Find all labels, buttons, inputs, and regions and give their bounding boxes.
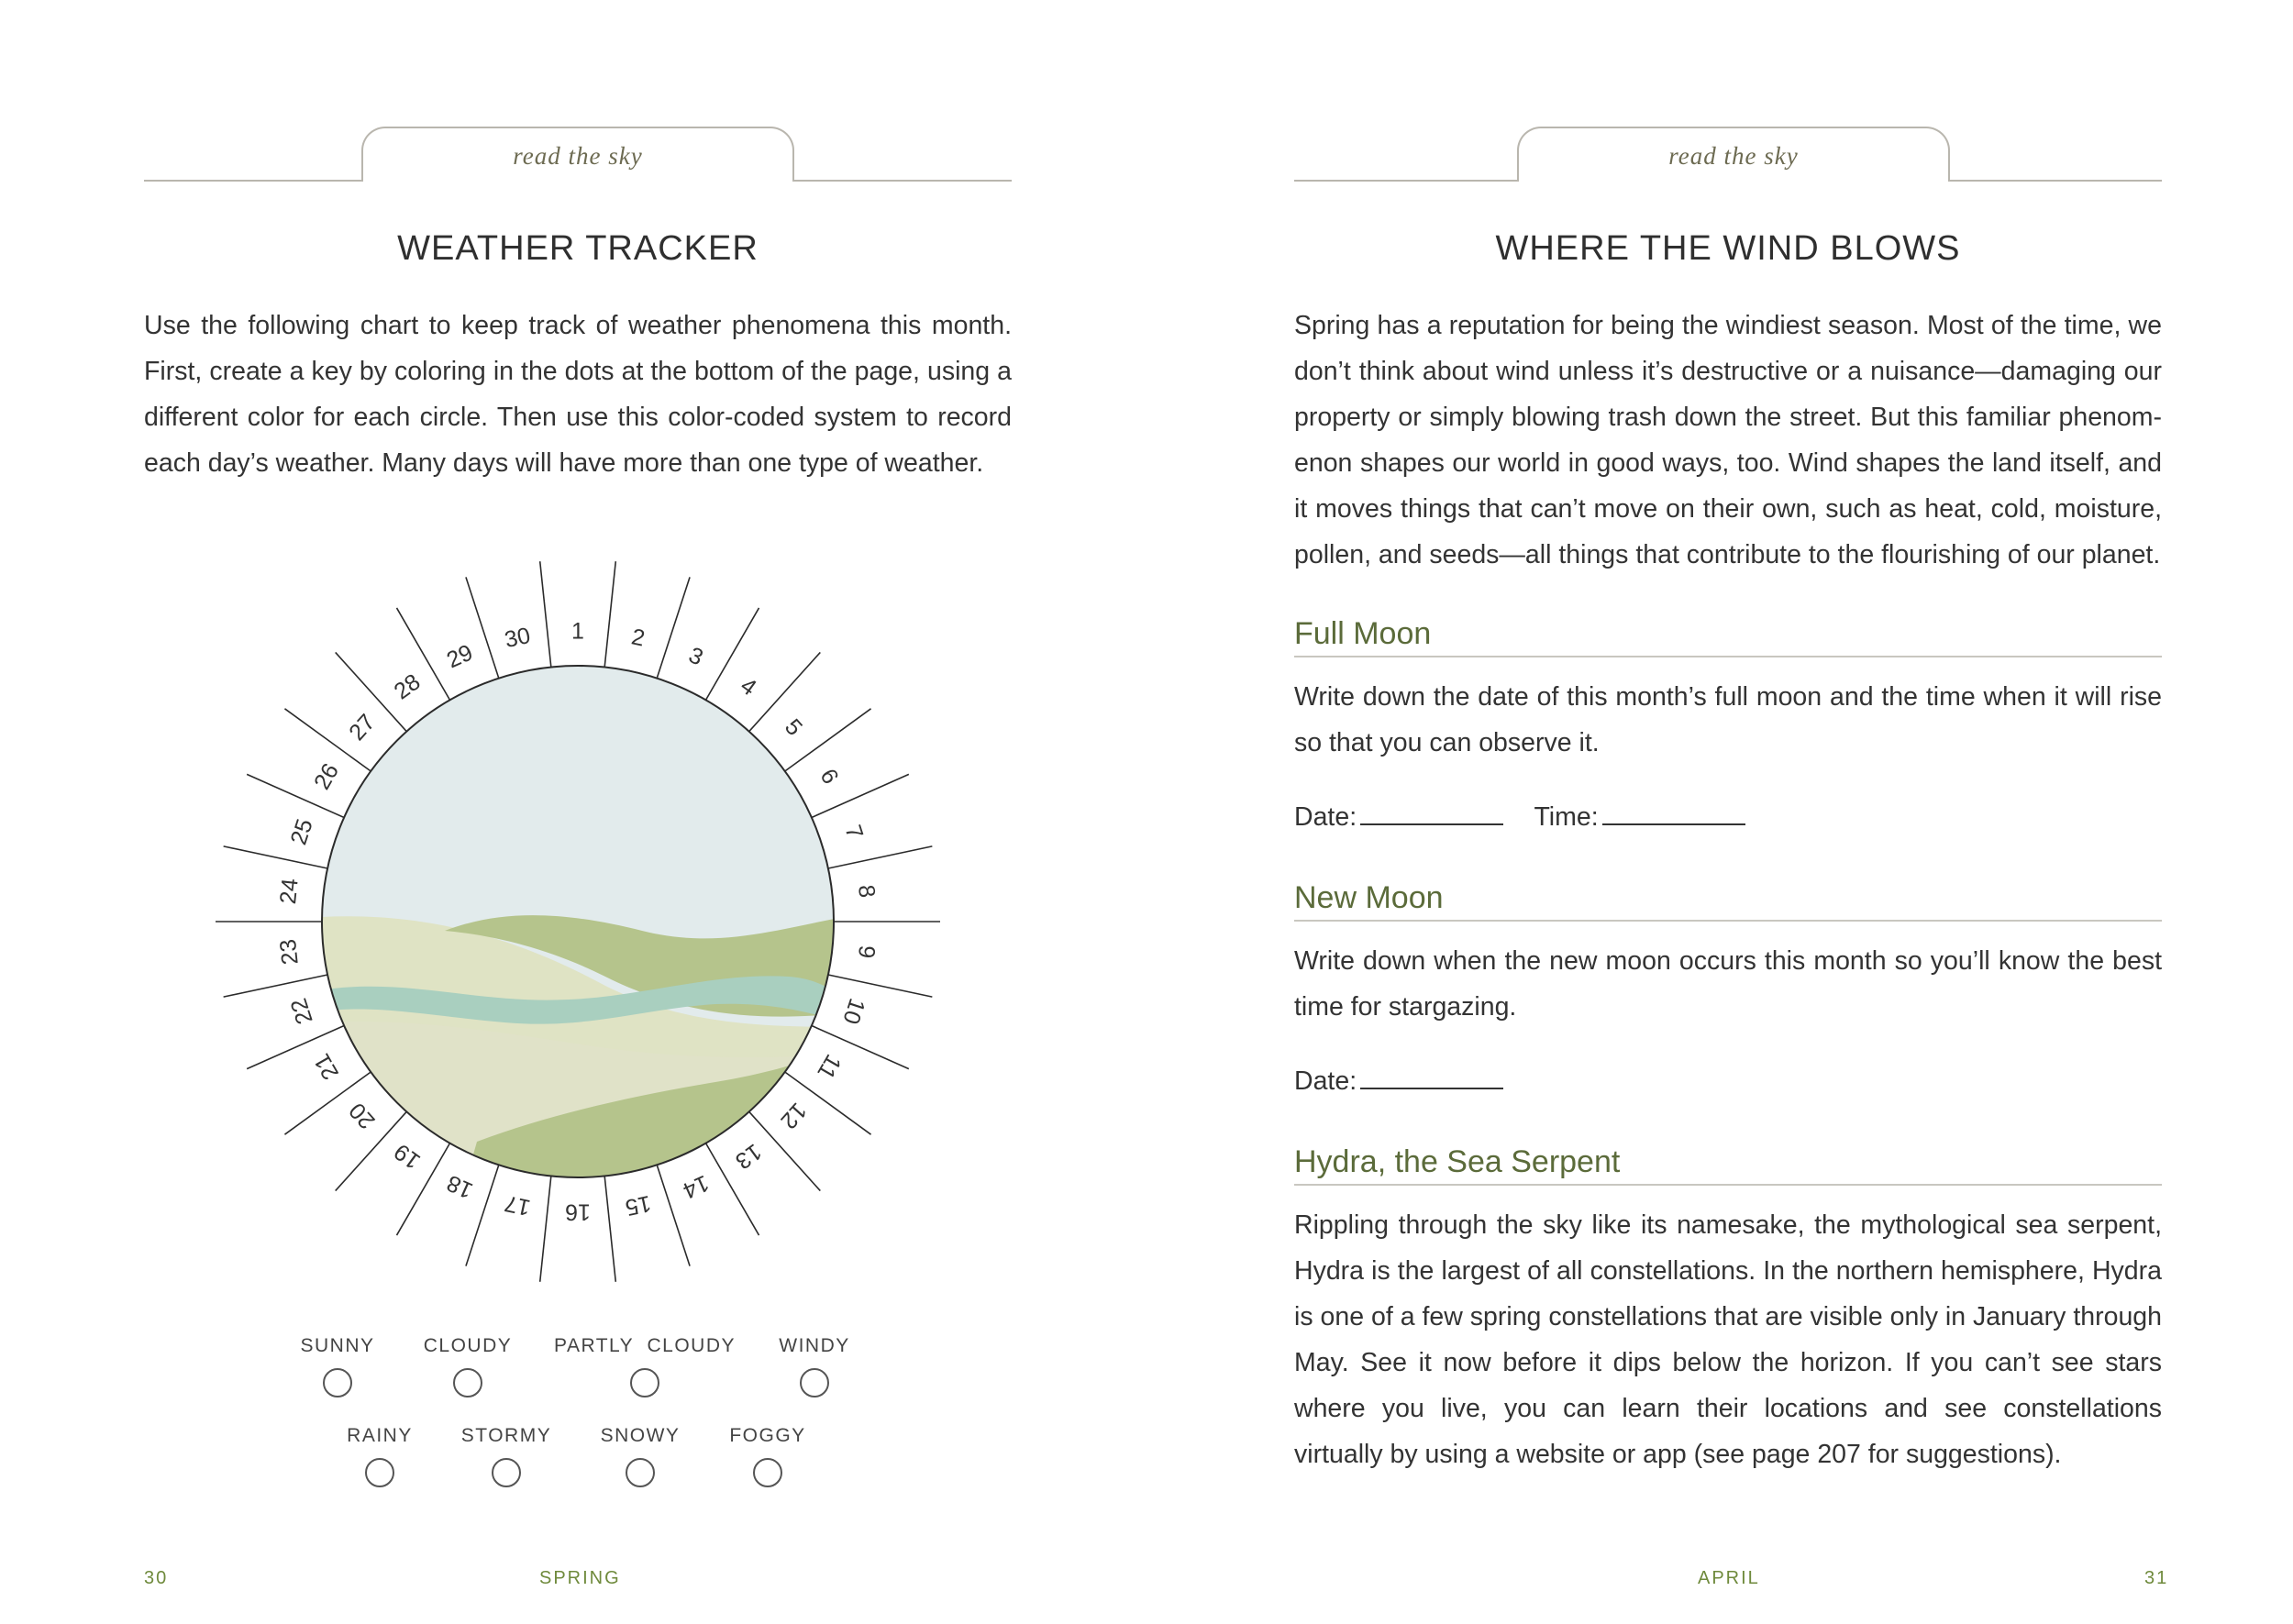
- dial-spoke: [604, 1176, 615, 1281]
- dial-day-label[interactable]: 18: [442, 1169, 477, 1204]
- dial-day-label[interactable]: 13: [730, 1138, 767, 1175]
- dial-spoke: [224, 975, 327, 997]
- page-title: WHERE THE WIND BLOWS: [1495, 229, 1961, 268]
- full-moon-time-label: Time:: [1534, 802, 1599, 832]
- page-number: 31: [2144, 1568, 2169, 1588]
- dial-spoke: [540, 561, 551, 667]
- new-moon-date-field[interactable]: [1360, 1064, 1503, 1089]
- dial-day-label[interactable]: 1: [571, 618, 584, 645]
- dial-day-label[interactable]: 22: [285, 995, 318, 1028]
- dial-day-label[interactable]: 14: [679, 1169, 714, 1204]
- section-label: APRIL: [1698, 1568, 1760, 1588]
- full-moon-fields: [1294, 800, 1745, 833]
- dial-day-label[interactable]: 17: [502, 1189, 533, 1221]
- left-page: [0, 0, 1146, 1624]
- key-dot-stormy[interactable]: [492, 1458, 521, 1487]
- weather-dial: [202, 546, 954, 1298]
- key-label-stormy: STORMY: [460, 1425, 552, 1446]
- dial-spoke: [749, 652, 821, 731]
- dial-spoke: [224, 846, 327, 868]
- header-tab: read the sky: [361, 127, 794, 182]
- intro-paragraph: Spring has a reputation for being the windiest season. Most of the time, we don’t think about wind unless it’s destructive or a nuisance—damaging our property or simply blowing trash down the street. But this familiar phenom-enon shapes our world in good ways, too. Wind shapes the land itself, and it moves things that can’t move on their own, such as heat, cold, moisture, pollen, and seeds—all things that contribute to the flourishing of our planet.: [1294, 311, 2162, 569]
- dial-day-label[interactable]: 29: [442, 639, 477, 674]
- full-moon-text: Write down the date of this month’s full moon and the time when it will rise so that you can observe it.: [1294, 682, 2162, 757]
- dial-day-label[interactable]: 24: [274, 877, 304, 906]
- key-dot-partly-cloudy[interactable]: [630, 1368, 659, 1398]
- dial-spoke: [540, 1176, 551, 1281]
- key-label-cloudy: CLOUDY: [423, 1335, 513, 1356]
- dial-day-label[interactable]: 25: [285, 815, 318, 848]
- new-moon-fields: [1294, 1064, 1503, 1097]
- header-tab: read the sky: [1517, 127, 1950, 182]
- hydra-heading: Hydra, the Sea Serpent: [1294, 1144, 2162, 1186]
- dial-day-label[interactable]: 7: [839, 822, 869, 843]
- page-number: 30: [144, 1568, 169, 1588]
- dial-day-label[interactable]: 12: [775, 1098, 812, 1134]
- key-label-snowy: SNOWY: [600, 1425, 681, 1446]
- hydra-text: Rippling through the sky like its namesake, the mythological sea serpent, Hydra is the largest of all constellations. In the northern hemisphere, Hydra is one of a few spring constellations that are visible only in January through May. See it now before it dips below the horizon. If you can’t see stars where you live, you can learn their locations and see constellations virtually by using a website or app (see page 207 for suggestions).: [1294, 1210, 2162, 1469]
- new-moon-heading: New Moon: [1294, 880, 2162, 922]
- dial-day-label[interactable]: 20: [344, 1098, 381, 1134]
- key-dot-windy[interactable]: [800, 1368, 829, 1398]
- key-dot-sunny[interactable]: [323, 1368, 352, 1398]
- dial-day-label[interactable]: 27: [344, 709, 381, 746]
- section-label: SPRING: [539, 1568, 621, 1588]
- dial-day-label[interactable]: 16: [565, 1199, 591, 1225]
- full-moon-time-field[interactable]: [1602, 800, 1745, 825]
- dial-day-label[interactable]: 10: [837, 995, 870, 1028]
- dial-spoke: [657, 577, 690, 678]
- dial-day-label[interactable]: 30: [502, 622, 533, 654]
- dial-day-label[interactable]: 3: [684, 642, 707, 671]
- key-dot-foggy[interactable]: [753, 1458, 782, 1487]
- key-dot-rainy[interactable]: [365, 1458, 394, 1487]
- dial-spoke: [604, 561, 615, 667]
- key-label-partly-cloudy: PARTLY CLOUDY: [553, 1335, 737, 1356]
- page-title: WEATHER TRACKER: [397, 229, 759, 268]
- key-label-rainy: RAINY: [347, 1425, 413, 1446]
- dial-day-label[interactable]: 15: [623, 1189, 654, 1221]
- dial-day-label[interactable]: 8: [853, 883, 881, 900]
- full-moon-date-field[interactable]: [1360, 800, 1503, 825]
- dial-day-label[interactable]: 6: [814, 764, 844, 789]
- dial-day-label[interactable]: 23: [274, 937, 304, 967]
- new-moon-date-label: Date:: [1294, 1066, 1357, 1096]
- key-dot-snowy[interactable]: [626, 1458, 655, 1487]
- new-moon-text: Write down when the new moon occurs this month so you’ll know the best time for stargazing.: [1294, 946, 2162, 1022]
- key-dot-cloudy[interactable]: [453, 1368, 482, 1398]
- key-label-foggy: FOGGY: [729, 1425, 806, 1446]
- dial-day-label[interactable]: 21: [308, 1049, 345, 1085]
- dial-day-label[interactable]: 28: [389, 668, 426, 705]
- dial-day-label[interactable]: 4: [736, 672, 761, 702]
- dial-day-label[interactable]: 11: [812, 1049, 847, 1084]
- right-page: [1146, 0, 2293, 1624]
- key-label-sunny: SUNNY: [300, 1335, 375, 1356]
- dial-spoke: [828, 846, 932, 868]
- dial-day-label[interactable]: 9: [853, 944, 881, 960]
- dial-spoke: [828, 975, 932, 997]
- dial-day-label[interactable]: 5: [780, 713, 808, 741]
- intro-paragraph: Use the following chart to keep track of weather phenomena this month. First, create a key by coloring in the dots at the bottom of the page, using a different color for each circle. Then use this color-coded system to record each day’s weather. Many days will have more than one type of weather.: [144, 311, 1012, 478]
- full-moon-heading: Full Moon: [1294, 616, 2162, 657]
- dial-day-label[interactable]: 26: [308, 758, 345, 794]
- dial-day-label[interactable]: 19: [389, 1138, 426, 1175]
- dial-day-label[interactable]: 2: [629, 624, 648, 652]
- full-moon-date-label: Date:: [1294, 802, 1357, 832]
- key-label-windy: WINDY: [779, 1335, 850, 1356]
